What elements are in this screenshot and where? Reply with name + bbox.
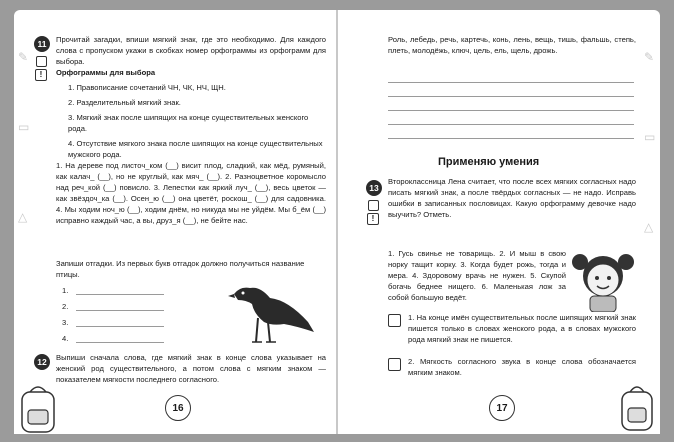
answer-number: 3.	[62, 318, 69, 327]
orthogram-option: 4. Отсутствие мягкого знака после шипящих на конце существительных мужского рода.	[68, 139, 323, 159]
exclamation-icon: !	[35, 69, 47, 81]
page-number: 16	[165, 395, 191, 421]
pencil-doodle-icon: ✎	[18, 50, 29, 64]
word-list: Роль, лебедь, речь, картечь, конь, лень, вещь, тишь, фальшь, степь, плеть, молодёжь, ключ, цель, ель, щель, дрожь.	[388, 35, 636, 55]
writing-line[interactable]	[388, 124, 634, 125]
writing-line[interactable]	[388, 82, 634, 83]
answer-line[interactable]	[76, 310, 164, 311]
page-number: 17	[489, 395, 515, 421]
orthogram-heading: Орфограммы для выбора	[56, 68, 156, 77]
backpack-illustration	[618, 382, 658, 432]
answer-choice: 1. На конце имён существительных после шипящих мягкий знак пишется только в словах женского рода, а в словах мужского рода мягкий знак не пишется.	[408, 313, 636, 344]
section-title: Применяю умения	[438, 156, 540, 168]
answer-number: 2.	[62, 302, 69, 311]
orthogram-option: 3. Мягкий знак после шипящих на конце существительных женского рода.	[68, 113, 309, 133]
answer-line[interactable]	[76, 342, 164, 343]
answers-prompt: Запиши отгадки. Из первых букв отгадок должно получиться название птицы.	[56, 259, 305, 279]
riddles-text: 1. На дереве под листоч_ком (__) висит плод, сладкий, как мёд, румяный, как калач_ (__), но не круглый, как мяч_ (__). 2. Разноцветное коромысло над реч_кой (__) повисло. 3. Лепестки как яркий луч_ (__), весь цветок — как звёздоч_ка (__). Осен_ю (__) она цветёт, роскош_ (__) для садовника. 4. Мы ходим ноч_ю (__), ходим днём, но никуда мы не уйдём. Мы б_ём (__) исправно каждый час, а вы, друз_я (__), не бейте нас.	[56, 161, 326, 225]
girl-illustration	[570, 248, 636, 312]
answer-choice: 2. Мягкость согласного звука в конце слова обозначается мягким знаком.	[408, 357, 636, 377]
task-number-badge: 13	[366, 180, 382, 196]
proverbs-text: 1. Гусь свинье не товарищь. 2. И мыш в свою норку тащит корку. 3. Когда будет рожь, тогда и мера. 4. Здоровому врачь не нужен. 5. Скупой богачь беднее нищего. 6. Маленькая лож за собой большую ведёт.	[388, 249, 566, 302]
task11-intro: Прочитай загадки, впиши мягкий знак, где это необходимо. Для каждого слова с пропуском укажи в скобках номер орфограммы из орфограмм для выбора.	[56, 35, 326, 66]
writing-line[interactable]	[388, 110, 634, 111]
exclamation-icon: !	[367, 213, 379, 225]
answer-number: 4.	[62, 334, 69, 343]
backpack-illustration	[16, 382, 60, 434]
answer-checkbox[interactable]	[388, 358, 401, 371]
crow-illustration	[226, 276, 318, 348]
right-page	[338, 10, 660, 434]
checkbox-square[interactable]	[36, 56, 47, 67]
task12-text: Выпиши сначала слова, где мягкий знак в конце слова указывает на женский род существительного, а потом слова с мягким знаком — показателем мягкости последнего согласного.	[56, 353, 326, 384]
orthogram-option: 2. Разделительный мягкий знак.	[68, 98, 181, 107]
task-number-badge: 12	[34, 354, 50, 370]
task13-text: Второклассница Лена считает, что после всех мягких согласных надо писать мягкий знак, а после твёрдых согласных — не надо. Исправь ошибки в записанных пословицах. Какую орфограмму девочке надо выучить? Отметь.	[388, 177, 636, 219]
answer-line[interactable]	[76, 294, 164, 295]
ruler-doodle-icon: ▭	[644, 130, 656, 144]
answer-line[interactable]	[76, 326, 164, 327]
task-number-badge: 11	[34, 36, 50, 52]
orthogram-option: 1. Правописание сочетаний ЧН, ЧК, НЧ, ЩН.	[68, 83, 226, 92]
writing-line[interactable]	[388, 96, 634, 97]
writing-line[interactable]	[388, 138, 634, 139]
left-page	[14, 10, 336, 434]
ruler-doodle-icon: ▭	[18, 120, 30, 134]
triangle-doodle-icon: △	[644, 220, 654, 234]
answer-checkbox[interactable]	[388, 314, 401, 327]
pencil-doodle-icon: ✎	[644, 50, 655, 64]
answer-number: 1.	[62, 286, 69, 295]
checkbox-square[interactable]	[368, 200, 379, 211]
triangle-doodle-icon: △	[18, 210, 28, 224]
